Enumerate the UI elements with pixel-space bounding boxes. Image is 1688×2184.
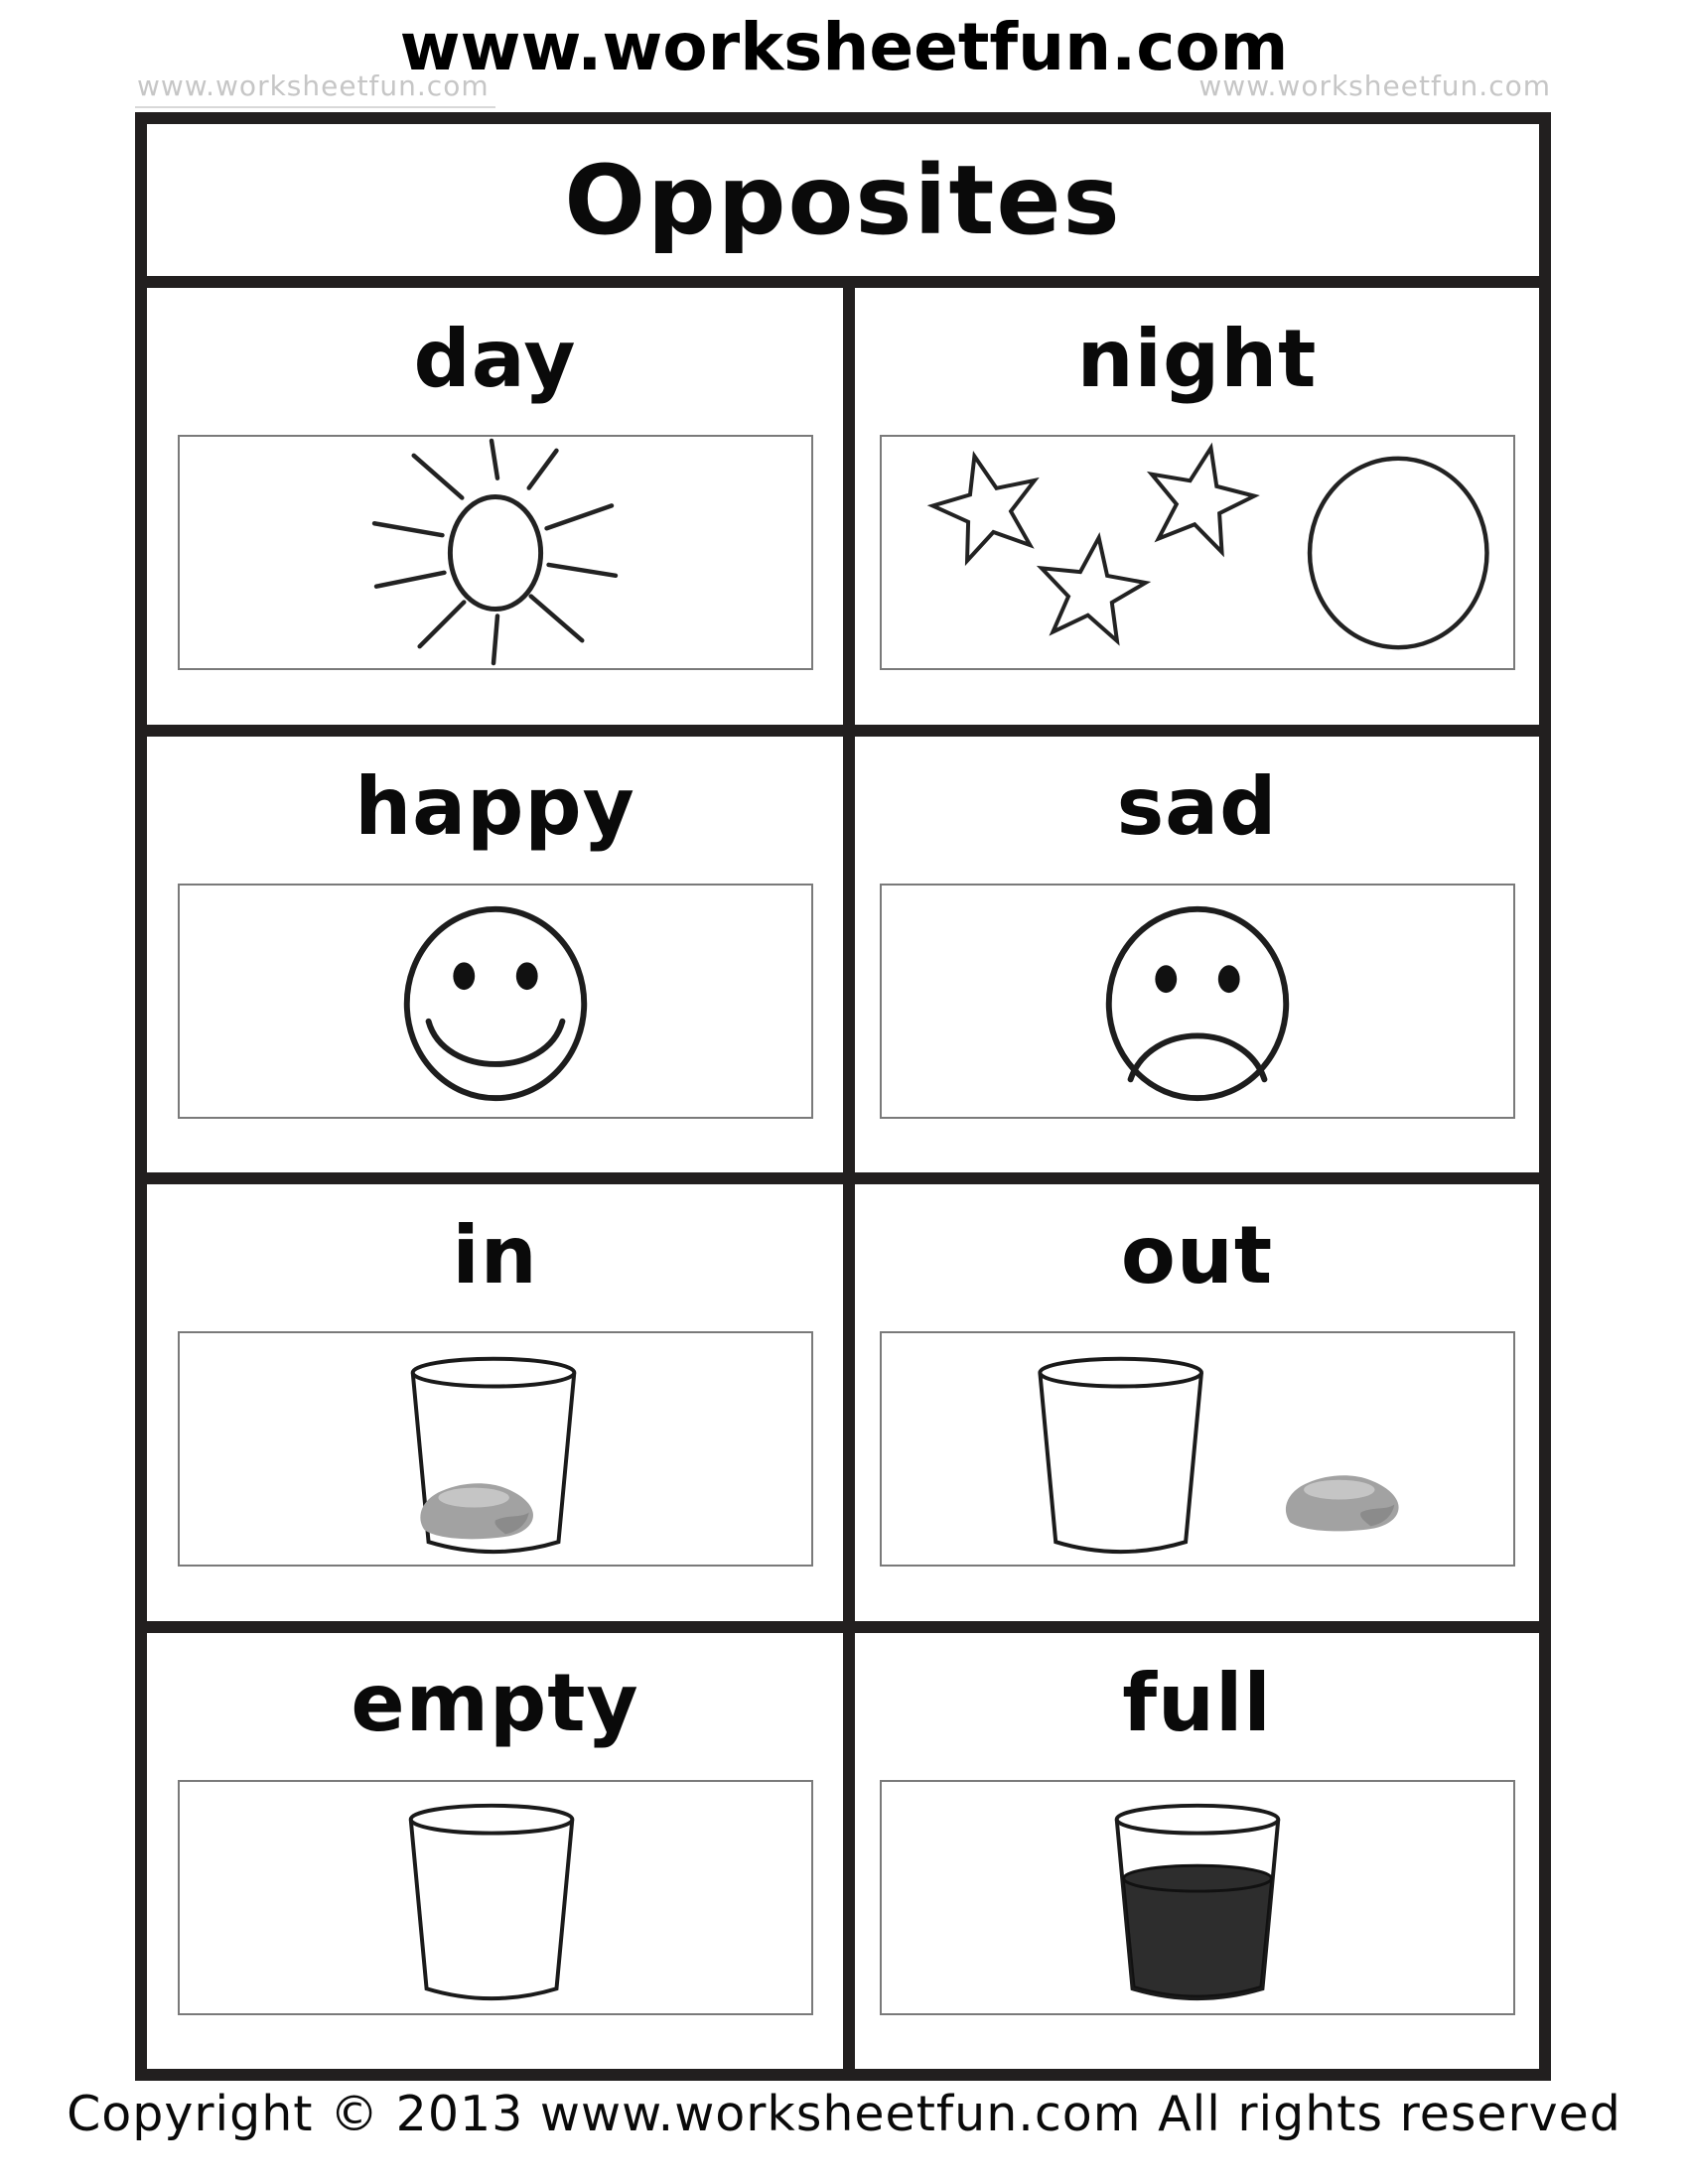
cell-word: in xyxy=(452,1208,538,1301)
cell-empty xyxy=(147,1621,843,2070)
picture-box xyxy=(178,1331,813,1567)
picture-box xyxy=(178,1780,813,2015)
worksheet-title: Opposites xyxy=(564,144,1122,256)
watermark-right: www.worksheetfun.com xyxy=(1198,69,1551,102)
site-url: www.worksheetfun.com xyxy=(399,9,1289,85)
empty-cup-icon xyxy=(180,1782,811,2013)
cell-night xyxy=(843,276,1539,725)
happy-face-icon xyxy=(180,886,811,1117)
watermark-left: www.worksheetfun.com xyxy=(135,69,495,108)
picture-box xyxy=(880,1780,1515,2015)
cell-day xyxy=(147,276,843,725)
picture-box xyxy=(880,435,1515,670)
copyright-line: Copyright © 2013 www.worksheetfun.com All rights reserved xyxy=(67,2086,1621,2142)
cell-full xyxy=(843,1621,1539,2070)
stars-and-moon-icon xyxy=(882,437,1513,668)
cell-word: full xyxy=(1122,1657,1272,1749)
cell-word: day xyxy=(413,312,577,405)
rock-in-cup-icon xyxy=(180,1333,811,1565)
cell-in xyxy=(147,1172,843,1621)
cell-sad xyxy=(843,725,1539,1173)
cell-word: happy xyxy=(354,760,635,853)
picture-box xyxy=(178,435,813,670)
cell-word: out xyxy=(1120,1208,1274,1301)
cell-word: empty xyxy=(351,1657,639,1749)
cell-happy xyxy=(147,725,843,1173)
picture-box xyxy=(880,884,1515,1119)
picture-box xyxy=(178,884,813,1119)
rock-out-of-cup-icon xyxy=(882,1333,1513,1565)
sun-icon xyxy=(180,437,811,668)
cell-word: sad xyxy=(1116,760,1278,853)
cell-out xyxy=(843,1172,1539,1621)
cell-word: night xyxy=(1076,312,1318,405)
sad-face-icon xyxy=(882,886,1513,1117)
worksheet-grid xyxy=(135,112,1551,2081)
full-cup-icon xyxy=(882,1782,1513,2013)
picture-box xyxy=(880,1331,1515,1567)
